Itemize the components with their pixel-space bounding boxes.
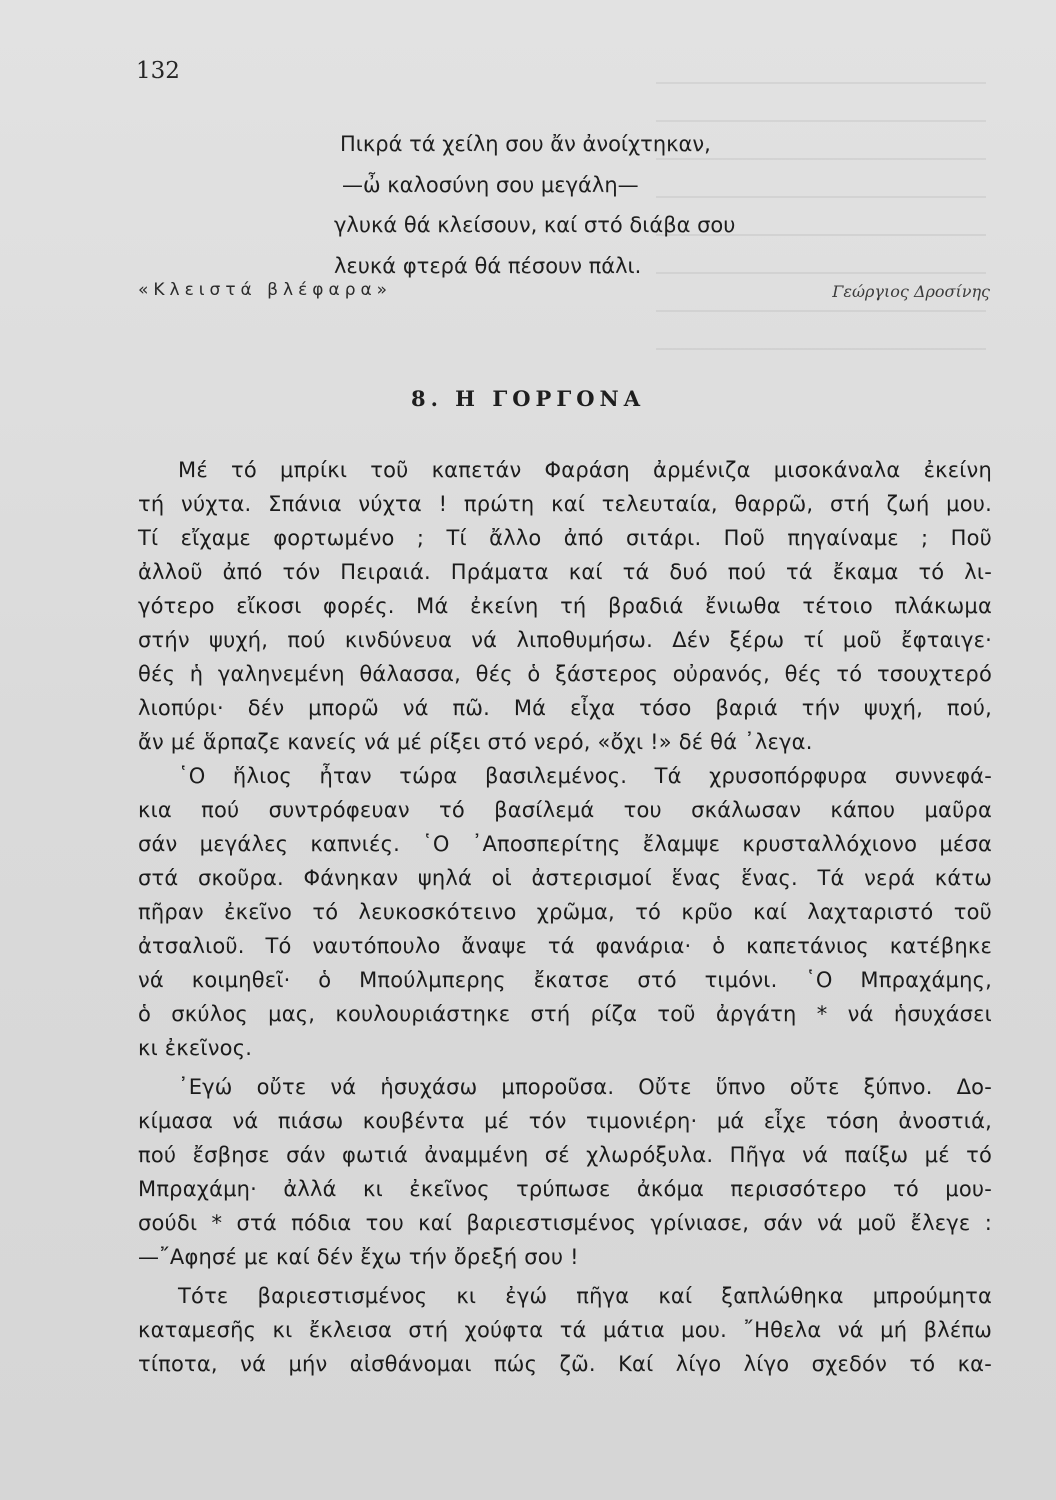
text-line: ᾽Εγώ οὔτε νά ἡσυχάσω μποροῦσα. Οὔτε ὕπνο οὔτε ξύπνο. Δο- — [178, 1075, 992, 1099]
text-line: σούδι * στά πόδια του καί βαριεστισμένος γρίνιασε, σάν νά μοῦ ἔλεγε : — [138, 1211, 992, 1235]
text-line: κια πού συντρόφευαν τό βασίλεμά του σκάλωσαν κάπου μαῦρα — [138, 798, 992, 822]
text-line: πῆραν ἐκεῖνο τό λευκοσκότεινο χρῶμα, τό κρῦο καί λαχταριστό τοῦ — [138, 900, 992, 924]
text-line: ἄν μέ ἅρπαζε κανείς νά μέ ρίξει στό νερό, «ὄχι !» δέ θά ᾽λεγα. — [138, 730, 813, 754]
epigraph-poem — [290, 124, 890, 286]
text-line: ῾Ο ἥλιος ἦταν τώρα βασιλεμένος. Τά χρυσοπόρφυρα συννεφά- — [178, 764, 992, 788]
poem-line: Πικρά τά χείλη σου ἄν ἀνοίχτηκαν, — [340, 132, 711, 156]
poem-source: «Κλειστά βλέφαρα» — [138, 280, 393, 300]
text-line: στά σκοῦρα. Φάνηκαν ψηλά οἱ ἀστερισμοί ἕνας ἕνας. Τά νερά κάτω — [138, 866, 992, 890]
text-line: —῎Αφησέ με καί δέν ἔχω τήν ὄρεξή σου ! — [138, 1245, 579, 1269]
paragraph — [138, 1070, 992, 1274]
poem-line: γλυκά θά κλείσουν, καί στό διάβα σου — [334, 213, 736, 237]
text-line: κίμασα νά πιάσω κουβέντα μέ τόν τιμονιέρη· μά εἶχε τόση ἀνοστιά, — [138, 1109, 992, 1133]
text-line: σάν μεγάλες καπνιές. ῾Ο ᾽Αποσπερίτης ἔλαμψε κρυσταλλόχιονο μέσα — [138, 832, 992, 856]
poem-line: —ὦ καλοσύνη σου μεγάλη— — [342, 172, 639, 197]
text-line: γότερο εἴκοσι φορές. Μά ἐκείνη τή βραδιά ἔνιωθα τέτοιο πλάκωμα — [138, 594, 992, 618]
text-line: καταμεσῆς κι ἔκλεισα στή χούφτα τά μάτια μου. ῎Ηθελα νά μή βλέπω — [138, 1318, 992, 1342]
poem-attribution — [138, 280, 990, 310]
poem-author: Γεώργιος Δροσίνης — [832, 282, 990, 301]
text-line: θές ἡ γαληνεμένη θάλασσα, θές ὁ ξάστερος οὐρανός, θές τό τσουχτερό — [138, 662, 992, 686]
paragraph — [138, 759, 992, 1065]
text-line: πού ἔσβησε σάν φωτιά ἀναμμένη σέ χλωρόξυλα. Πῆγα νά παίξω μέ τό — [138, 1143, 992, 1167]
text-line: στήν ψυχή, πού κινδύνευα νά λιποθυμήσω. Δέν ξέρω τί μοῦ ἔφταιγε· — [138, 628, 992, 652]
paragraph — [138, 1279, 992, 1381]
text-line: κι ἐκεῖνος. — [138, 1036, 253, 1060]
text-line: τίποτα, νά μήν αἰσθάνομαι πώς ζῶ. Καί λίγο λίγο σχεδόν τό κα- — [138, 1352, 992, 1376]
paragraph — [138, 453, 992, 759]
page-number: 132 — [136, 58, 180, 84]
poem-line: λευκά φτερά θά πέσουν πάλι. — [334, 253, 642, 278]
text-line: ἀτσαλιοῦ. Τό ναυτόπουλο ἄναψε τά φανάρια· ὁ καπετάνιος κατέβηκε — [138, 934, 992, 958]
chapter-title: 8. Η ΓΟΡΓΟΝΑ — [410, 386, 646, 411]
text-line: λιοπύρι· δέν μπορῶ νά πῶ. Μά εἶχα τόσο βαριά τήν ψυχή, πού, — [138, 696, 992, 720]
text-line: νά κοιμηθεῖ· ὁ Μπούλμπερης ἔκατσε στό τιμόνι. ῾Ο Μπραχάμης, — [138, 968, 992, 992]
text-line: Μέ τό μπρίκι τοῦ καπετάν Φαράση ἀρμένιζα μισοκάναλα ἐκείνη — [178, 458, 992, 482]
text-line: Τότε βαριεστισμένος κι ἐγώ πῆγα καί ξαπλώθηκα μπρούμητα — [178, 1284, 992, 1308]
text-line: ὁ σκύλος μας, κουλουριάστηκε στή ρίζα τοῦ ἀργάτη * νά ἡσυχάσει — [138, 1002, 992, 1026]
body-text — [138, 453, 992, 1381]
text-line: Τί εἴχαμε φορτωμένο ; Τί ἄλλο ἀπό σιτάρι. Ποῦ πηγαίναμε ; Ποῦ — [138, 526, 992, 550]
text-line: Μπραχάμη· ἀλλά κι ἐκεῖνος τρύπωσε ἀκόμα περισσότερο τό μου- — [138, 1177, 992, 1201]
text-line: τή νύχτα. Σπάνια νύχτα ! πρώτη καί τελευταία, θαρρῶ, στή ζωή μου. — [138, 492, 992, 516]
text-line: ἀλλοῦ ἀπό τόν Πειραιά. Πράματα καί τά δυό πού τά ἔκαμα τό λι- — [138, 560, 992, 584]
